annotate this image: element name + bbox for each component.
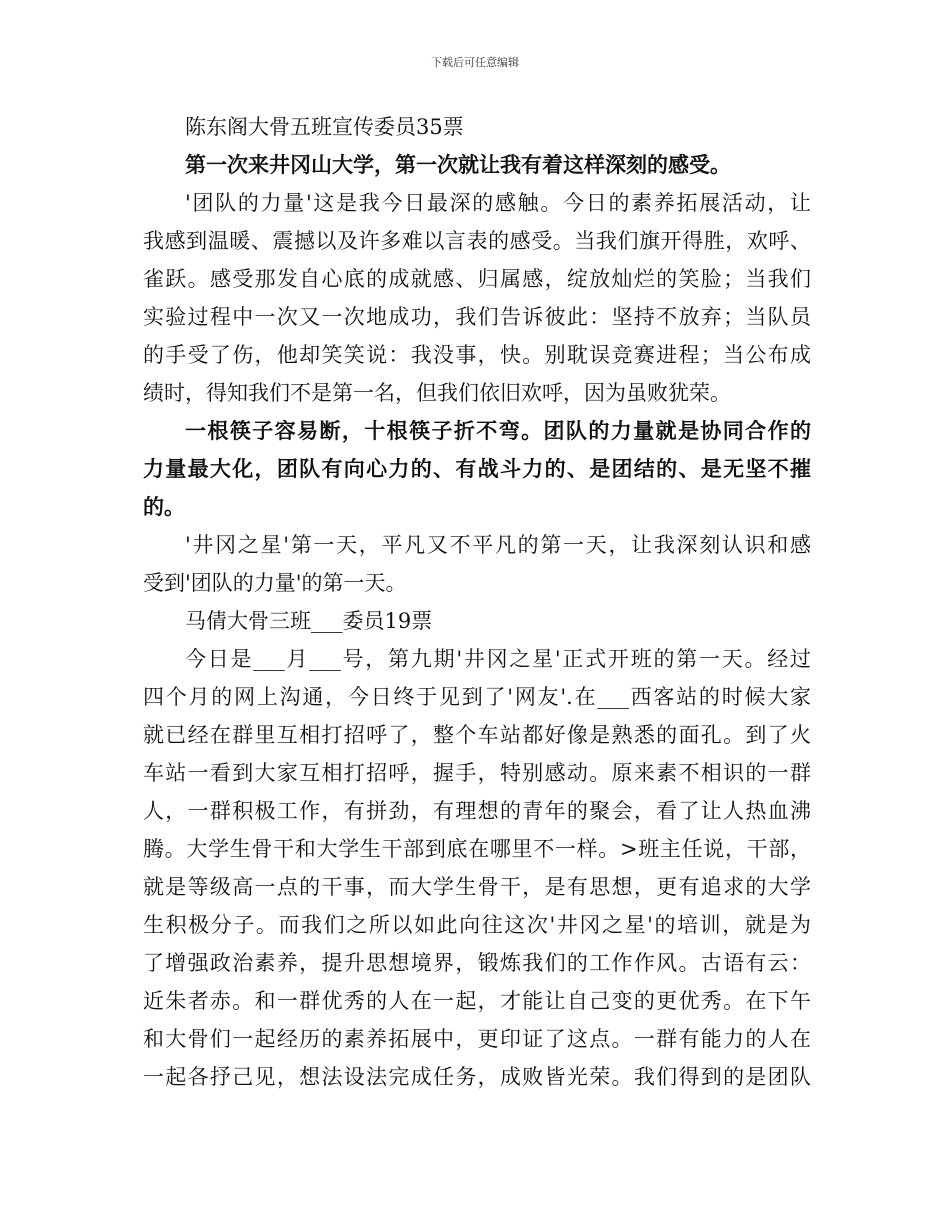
text-line: 人，一群积极工作，有拼劲，有理想的青年的聚会，看了让人热血沸	[143, 799, 811, 823]
text-line: 陈东阁大骨五班宣传委员35票	[185, 115, 464, 139]
text-line: 绩时，得知我们不是第一名，但我们依旧欢呼，因为虽败犹荣。	[143, 381, 731, 405]
bold-text-line: 一根筷子容易断，十根筷子折不弯。团队的力量就是协同合作的	[185, 419, 811, 443]
text-line: 就已经在群里互相打招呼了，整个车站都好像是熟悉的面孔。到了火	[143, 723, 811, 747]
text-line: 腾。大学生骨干和大学生干部到底在哪里不一样。>班主任说，干部，	[143, 837, 811, 861]
text-line: 雀跃。感受那发自心底的成就感、归属感，绽放灿烂的笑脸；当我们	[143, 267, 811, 291]
text-line: 今日是___月___号，第九期'井冈之星'正式开班的第一天。经过	[185, 647, 811, 671]
text-line: 我感到温暖、震撼以及许多难以言表的感受。当我们旗开得胜，欢呼、	[143, 229, 811, 253]
text-line: 就是等级高一点的干事，而大学生骨干，是有思想，更有追求的大学	[143, 875, 811, 899]
text-line: 近朱者赤。和一群优秀的人在一起，才能让自己变的更优秀。在下午	[143, 989, 811, 1013]
bold-text-line: 的。	[143, 495, 185, 519]
text-line: 实验过程中一次又一次地成功，我们告诉彼此：坚持不放弃；当队员	[143, 305, 811, 329]
text-line: 和大骨们一起经历的素养拓展中，更印证了这点。一群有能力的人在	[143, 1027, 811, 1051]
text-line: 生积极分子。而我们之所以如此向往这次'井冈之星'的培训，就是为	[143, 913, 811, 937]
text-line: 四个月的网上沟通，今日终于见到了'网友'.在___西客站的时候大家	[143, 685, 811, 709]
bold-text-line: 力量最大化，团队有向心力的、有战斗力的、是团结的、是无坚不摧	[143, 457, 811, 481]
text-line: 一起各抒己见，想法设法完成任务，成败皆光荣。我们得到的是团队	[143, 1065, 811, 1089]
text-line: 受到'团队的力量'的第一天。	[143, 571, 407, 595]
document-body	[143, 108, 811, 1096]
text-line: 车站一看到大家互相打招呼，握手，特别感动。原来素不相识的一群	[143, 761, 811, 785]
text-line: 马倩大骨三班___委员19票	[185, 609, 433, 633]
text-line: 了增强政治素养，提升思想境界，锻炼我们的工作作风。古语有云：	[143, 951, 811, 975]
text-line: 的手受了伤，他却笑笑说：我没事，快。别耽误竞赛进程；当公布成	[143, 343, 811, 367]
bold-text-line: 第一次来井冈山大学，第一次就让我有着这样深刻的感受。	[185, 153, 731, 177]
page-header: 下载后可任意编辑	[431, 56, 519, 69]
text-line: '团队的力量'这是我今日最深的感触。今日的素养拓展活动，让	[185, 191, 811, 215]
text-line: '井冈之星'第一天，平凡又不平凡的第一天，让我深刻认识和感	[185, 533, 811, 557]
